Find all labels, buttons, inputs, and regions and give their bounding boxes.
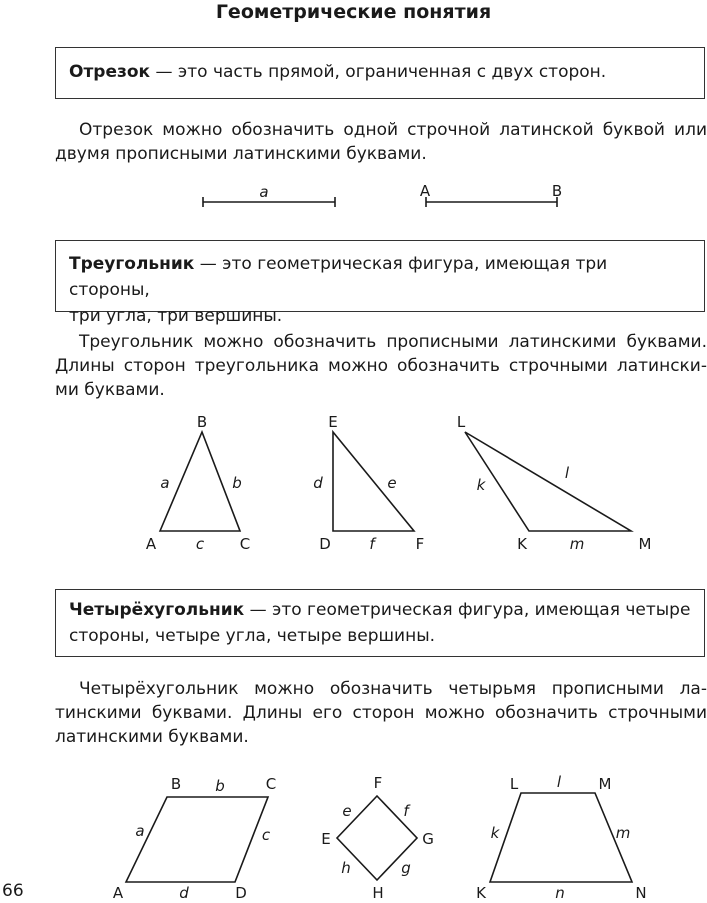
quad-definition-line-1: [69, 597, 691, 623]
triangle-abc: [160, 432, 240, 531]
quad-paragraph: [55, 677, 707, 749]
quad-klmn-label-k: k: [490, 824, 500, 842]
triangle-klm: [465, 432, 631, 531]
quad-abcd-label-a: a: [135, 822, 145, 840]
quad-paragraph-line-1: Четырёхугольник можно обозначить четырьмя прописными ла-: [79, 679, 707, 699]
quad-abcd-label-A: A: [112, 884, 124, 902]
quad-klmn-label-M: M: [598, 775, 612, 793]
quad-abcd-label-B: B: [170, 775, 182, 793]
quad-efgh-label-F: F: [373, 774, 383, 792]
quad-klmn-label-l: l: [556, 773, 562, 791]
triangle-definition-line-2: три угла, три вершины.: [69, 306, 283, 326]
quad-klmn-label-L: L: [509, 775, 519, 793]
triangle-def-label-f: f: [369, 535, 375, 553]
triangle-klm-label-M: M: [638, 535, 652, 553]
quad-definition-box: [55, 589, 705, 657]
quad-efgh-label-h: h: [341, 859, 351, 877]
triangle-paragraph-line-2: Длины сторон треугольника можно обозначить строчными латински-: [55, 356, 707, 376]
triangle-klm-label-k: k: [476, 476, 486, 494]
triangle-abc-label-B: B: [196, 413, 208, 431]
triangle-definition-text-1: — это геометрическая фигура, имеющая три стороны,: [69, 254, 608, 300]
segment-paragraph-line-1: Отрезок можно обозначить одной строчной латинской буквой или: [79, 120, 707, 140]
quad-abcd-label-C: C: [265, 775, 277, 793]
quad-definition-text-1: — это геометрическая фигура, имеющая четыре: [244, 600, 691, 620]
segment-figure: [0, 175, 707, 215]
quad-klmn-label-N: N: [635, 884, 647, 902]
segment-term: Отрезок: [69, 62, 151, 82]
quad-abcd-label-b: b: [215, 777, 225, 795]
quad-efgh-label-H: H: [372, 884, 384, 902]
page-title: Геометрические понятия: [215, 1, 492, 23]
triangle-definition-box: [55, 240, 705, 326]
quad-abcd-label-D: D: [235, 884, 247, 902]
segment-label-a: a: [259, 183, 269, 201]
quad-abcd: [126, 797, 268, 882]
quadrilaterals-figure: [0, 770, 707, 903]
quad-term: Четырёхугольник: [69, 600, 245, 620]
page-number: 66: [2, 881, 24, 901]
triangle-abc-label-A: A: [145, 535, 157, 553]
triangle-def: [333, 432, 414, 531]
triangle-definition-line-1: [69, 251, 691, 303]
quad-efgh-label-G: G: [422, 830, 434, 848]
segment-definition-text: — это часть прямой, ограниченная с двух сторон.: [150, 62, 607, 82]
quad-paragraph-line-2: тинскими буквами. Длины его сторон можно обозначить строчными: [55, 703, 707, 723]
segment-paragraph: [55, 118, 707, 166]
quad-efgh-label-f: f: [403, 802, 409, 820]
triangle-klm-label-L: L: [456, 413, 466, 431]
triangle-klm-label-l: l: [564, 464, 570, 482]
triangle-term: Треугольник: [69, 254, 195, 274]
triangle-abc-label-b: b: [232, 474, 242, 492]
triangle-def-label-e: e: [387, 474, 397, 492]
triangle-abc-label-c: c: [195, 535, 205, 553]
triangle-klm-label-m: m: [569, 535, 585, 553]
quad-klmn-label-K: K: [476, 884, 486, 902]
segment-paragraph-line-2: двумя прописными латинскими буквами.: [55, 144, 427, 164]
triangle-def-label-E: E: [328, 413, 338, 431]
triangle-paragraph-line-1: Треугольник можно обозначить прописными латинскими буквами.: [79, 332, 707, 352]
quad-efgh-label-g: g: [401, 859, 411, 877]
quad-efgh-label-E: E: [321, 830, 331, 848]
triangle-abc-label-C: C: [239, 535, 251, 553]
quad-abcd-label-c: c: [261, 826, 271, 844]
triangle-klm-label-K: K: [517, 535, 527, 553]
segment-label-B: B: [551, 182, 563, 200]
quad-klmn-label-n: n: [555, 884, 565, 902]
triangle-def-label-F: F: [415, 535, 425, 553]
triangles-figure: [0, 410, 707, 560]
quad-efgh-label-e: e: [342, 802, 352, 820]
quad-klmn-label-m: m: [615, 824, 631, 842]
triangle-paragraph: [55, 330, 707, 402]
segment-label-A: A: [419, 182, 431, 200]
quad-paragraph-line-3: латинскими буквами.: [55, 727, 249, 747]
quad-klmn: [490, 793, 632, 882]
quad-definition-line-2: стороны, четыре угла, четыре вершины.: [69, 626, 436, 646]
triangle-def-label-d: d: [313, 474, 323, 492]
triangle-def-label-D: D: [319, 535, 331, 553]
segment-definition-box: [55, 47, 705, 99]
quad-abcd-label-d: d: [179, 884, 189, 902]
triangle-paragraph-line-3: ми буквами.: [55, 380, 165, 400]
triangle-abc-label-a: a: [160, 474, 170, 492]
